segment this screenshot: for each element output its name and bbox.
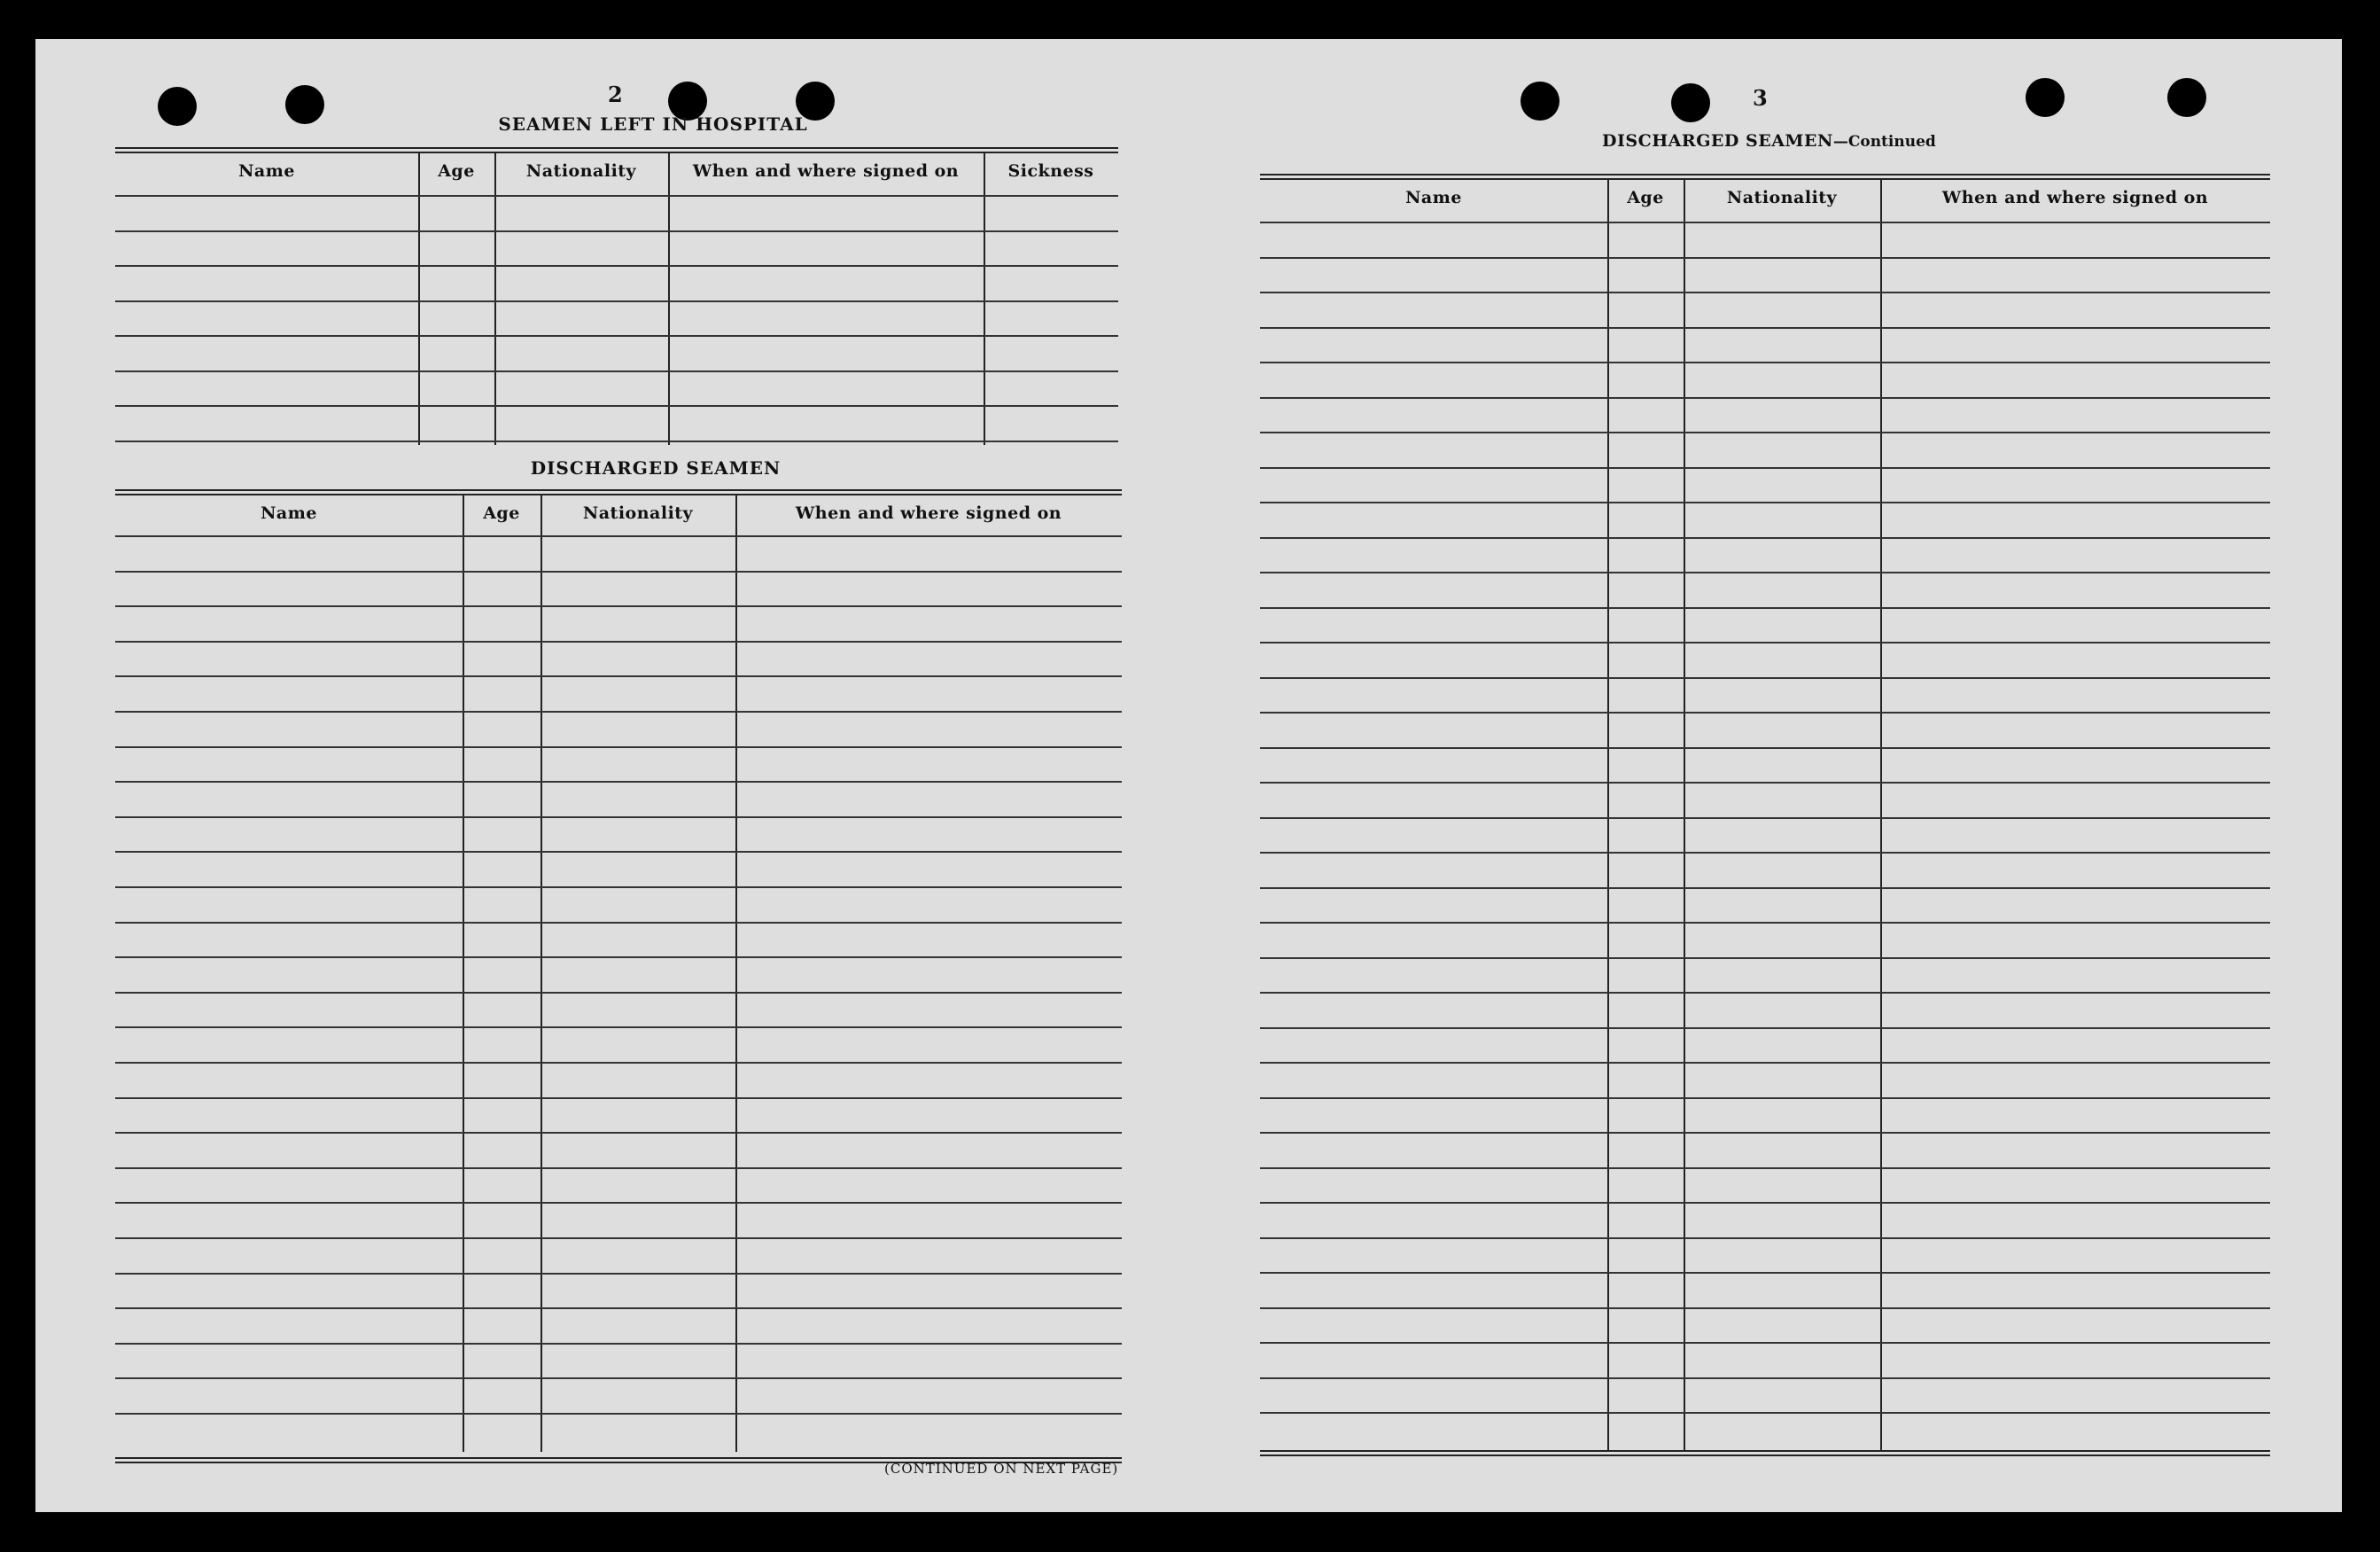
blank-entry-line bbox=[115, 605, 1122, 607]
blank-entry-line bbox=[115, 370, 1118, 372]
column-divider bbox=[1880, 179, 1882, 1450]
column-header-name: Name bbox=[261, 503, 317, 523]
column-header-when-where: When and where signed on bbox=[692, 161, 960, 181]
blank-entry-line bbox=[1260, 1202, 2270, 1204]
blank-entry-line bbox=[115, 816, 1122, 818]
column-header-when-where: When and where signed on bbox=[795, 503, 1062, 523]
blank-entry-line bbox=[115, 641, 1122, 643]
punch-hole bbox=[1521, 82, 1559, 121]
column-header-age: Age bbox=[483, 503, 520, 523]
blank-entry-line bbox=[1260, 327, 2270, 329]
blank-entry-line bbox=[115, 1307, 1122, 1309]
blank-entry-line bbox=[1260, 642, 2270, 643]
form-sheet bbox=[35, 39, 2342, 1512]
blank-entry-line bbox=[1260, 1132, 2270, 1134]
blank-entry-line bbox=[115, 1097, 1122, 1099]
continued-note: (CONTINUED ON NEXT PAGE) bbox=[884, 1461, 1119, 1477]
blank-entry-line bbox=[1260, 222, 2270, 223]
column-header-sickness: Sickness bbox=[1007, 161, 1094, 181]
blank-entry-line bbox=[1260, 1272, 2270, 1274]
blank-entry-line bbox=[1260, 257, 2270, 259]
blank-entry-line bbox=[115, 300, 1118, 302]
blank-entry-line bbox=[1260, 782, 2270, 784]
blank-entry-line bbox=[115, 535, 1122, 537]
right-page-title-suffix: —Continued bbox=[1832, 133, 1936, 151]
blank-entry-line bbox=[1260, 502, 2270, 503]
blank-entry-line bbox=[1260, 537, 2270, 539]
column-header-nationality: Nationality bbox=[525, 161, 637, 181]
blank-entry-line bbox=[1260, 1027, 2270, 1029]
blank-entry-line bbox=[1260, 747, 2270, 749]
discharged-table bbox=[115, 489, 1122, 1464]
blank-entry-line bbox=[1260, 922, 2270, 924]
punch-hole bbox=[2167, 78, 2206, 117]
blank-entry-line bbox=[1260, 852, 2270, 854]
column-divider bbox=[1607, 179, 1609, 1450]
blank-entry-line bbox=[1260, 397, 2270, 399]
blank-entry-line bbox=[1260, 292, 2270, 293]
table-top-rule bbox=[1260, 174, 2270, 180]
table-top-rule bbox=[115, 489, 1122, 495]
page-number-left: 2 bbox=[608, 82, 623, 107]
blank-entry-line bbox=[115, 1062, 1122, 1064]
punch-hole bbox=[1671, 83, 1710, 122]
column-header-nationality: Nationality bbox=[1726, 188, 1838, 207]
column-header-when-where: When and where signed on bbox=[1941, 188, 2209, 207]
column-header-name: Name bbox=[1405, 188, 1462, 207]
blank-entry-line bbox=[1260, 1167, 2270, 1169]
blank-entry-line bbox=[115, 675, 1122, 677]
blank-entry-line bbox=[1260, 817, 2270, 819]
blank-entry-line bbox=[1260, 1377, 2270, 1379]
blank-entry-line bbox=[1260, 572, 2270, 573]
blank-entry-line bbox=[115, 1273, 1122, 1275]
blank-entry-line bbox=[115, 335, 1118, 337]
blank-entry-line bbox=[115, 230, 1118, 232]
punch-hole bbox=[2026, 78, 2065, 117]
blank-entry-line bbox=[1260, 957, 2270, 959]
blank-entry-line bbox=[115, 1132, 1122, 1134]
punch-hole bbox=[158, 87, 197, 126]
blank-entry-line bbox=[115, 1413, 1122, 1415]
column-header-age: Age bbox=[438, 161, 475, 181]
discharged-continued-table bbox=[1260, 174, 2270, 1470]
punch-hole bbox=[285, 85, 324, 124]
blank-entry-line bbox=[115, 886, 1122, 888]
blank-entry-line bbox=[115, 441, 1118, 442]
blank-entry-line bbox=[1260, 992, 2270, 994]
right-page-title-main: DISCHARGED SEAMEN bbox=[1602, 131, 1833, 151]
blank-entry-line bbox=[1260, 1062, 2270, 1064]
blank-entry-line bbox=[1260, 1342, 2270, 1344]
blank-entry-line bbox=[115, 922, 1122, 924]
blank-entry-line bbox=[115, 851, 1122, 853]
blank-entry-line bbox=[1260, 1412, 2270, 1414]
blank-entry-line bbox=[115, 1343, 1122, 1345]
blank-entry-line bbox=[115, 992, 1122, 994]
table-bottom-rule bbox=[1260, 1450, 2270, 1456]
blank-entry-line bbox=[1260, 467, 2270, 469]
blank-entry-line bbox=[1260, 887, 2270, 889]
blank-entry-line bbox=[1260, 712, 2270, 714]
blank-entry-line bbox=[115, 1026, 1122, 1028]
blank-entry-line bbox=[115, 571, 1122, 573]
blank-entry-line bbox=[1260, 607, 2270, 609]
blank-entry-line bbox=[115, 1237, 1122, 1239]
blank-entry-line bbox=[115, 711, 1122, 713]
blank-entry-line bbox=[115, 781, 1122, 783]
column-header-nationality: Nationality bbox=[582, 503, 694, 523]
table-top-rule bbox=[115, 147, 1118, 153]
blank-entry-line bbox=[1260, 362, 2270, 363]
blank-entry-line bbox=[115, 195, 1118, 197]
blank-entry-line bbox=[115, 1377, 1122, 1379]
blank-entry-line bbox=[115, 265, 1118, 267]
column-header-age: Age bbox=[1627, 188, 1664, 207]
page-number-right: 3 bbox=[1753, 85, 1768, 111]
discharged-section-title: DISCHARGED SEAMEN bbox=[530, 457, 782, 479]
column-divider bbox=[1684, 179, 1685, 1450]
right-page-title bbox=[1602, 131, 1936, 151]
blank-entry-line bbox=[115, 746, 1122, 748]
blank-entry-line bbox=[115, 956, 1122, 958]
hospital-section-title: SEAMEN LEFT IN HOSPITAL bbox=[498, 113, 808, 135]
blank-entry-line bbox=[1260, 1237, 2270, 1239]
blank-entry-line bbox=[1260, 1097, 2270, 1099]
blank-entry-line bbox=[1260, 432, 2270, 433]
hospital-table bbox=[115, 147, 1118, 484]
blank-entry-line bbox=[115, 1167, 1122, 1169]
blank-entry-line bbox=[115, 405, 1118, 407]
blank-entry-line bbox=[1260, 677, 2270, 679]
blank-entry-line bbox=[1260, 1307, 2270, 1309]
blank-entry-line bbox=[115, 1202, 1122, 1204]
column-header-name: Name bbox=[238, 161, 295, 181]
